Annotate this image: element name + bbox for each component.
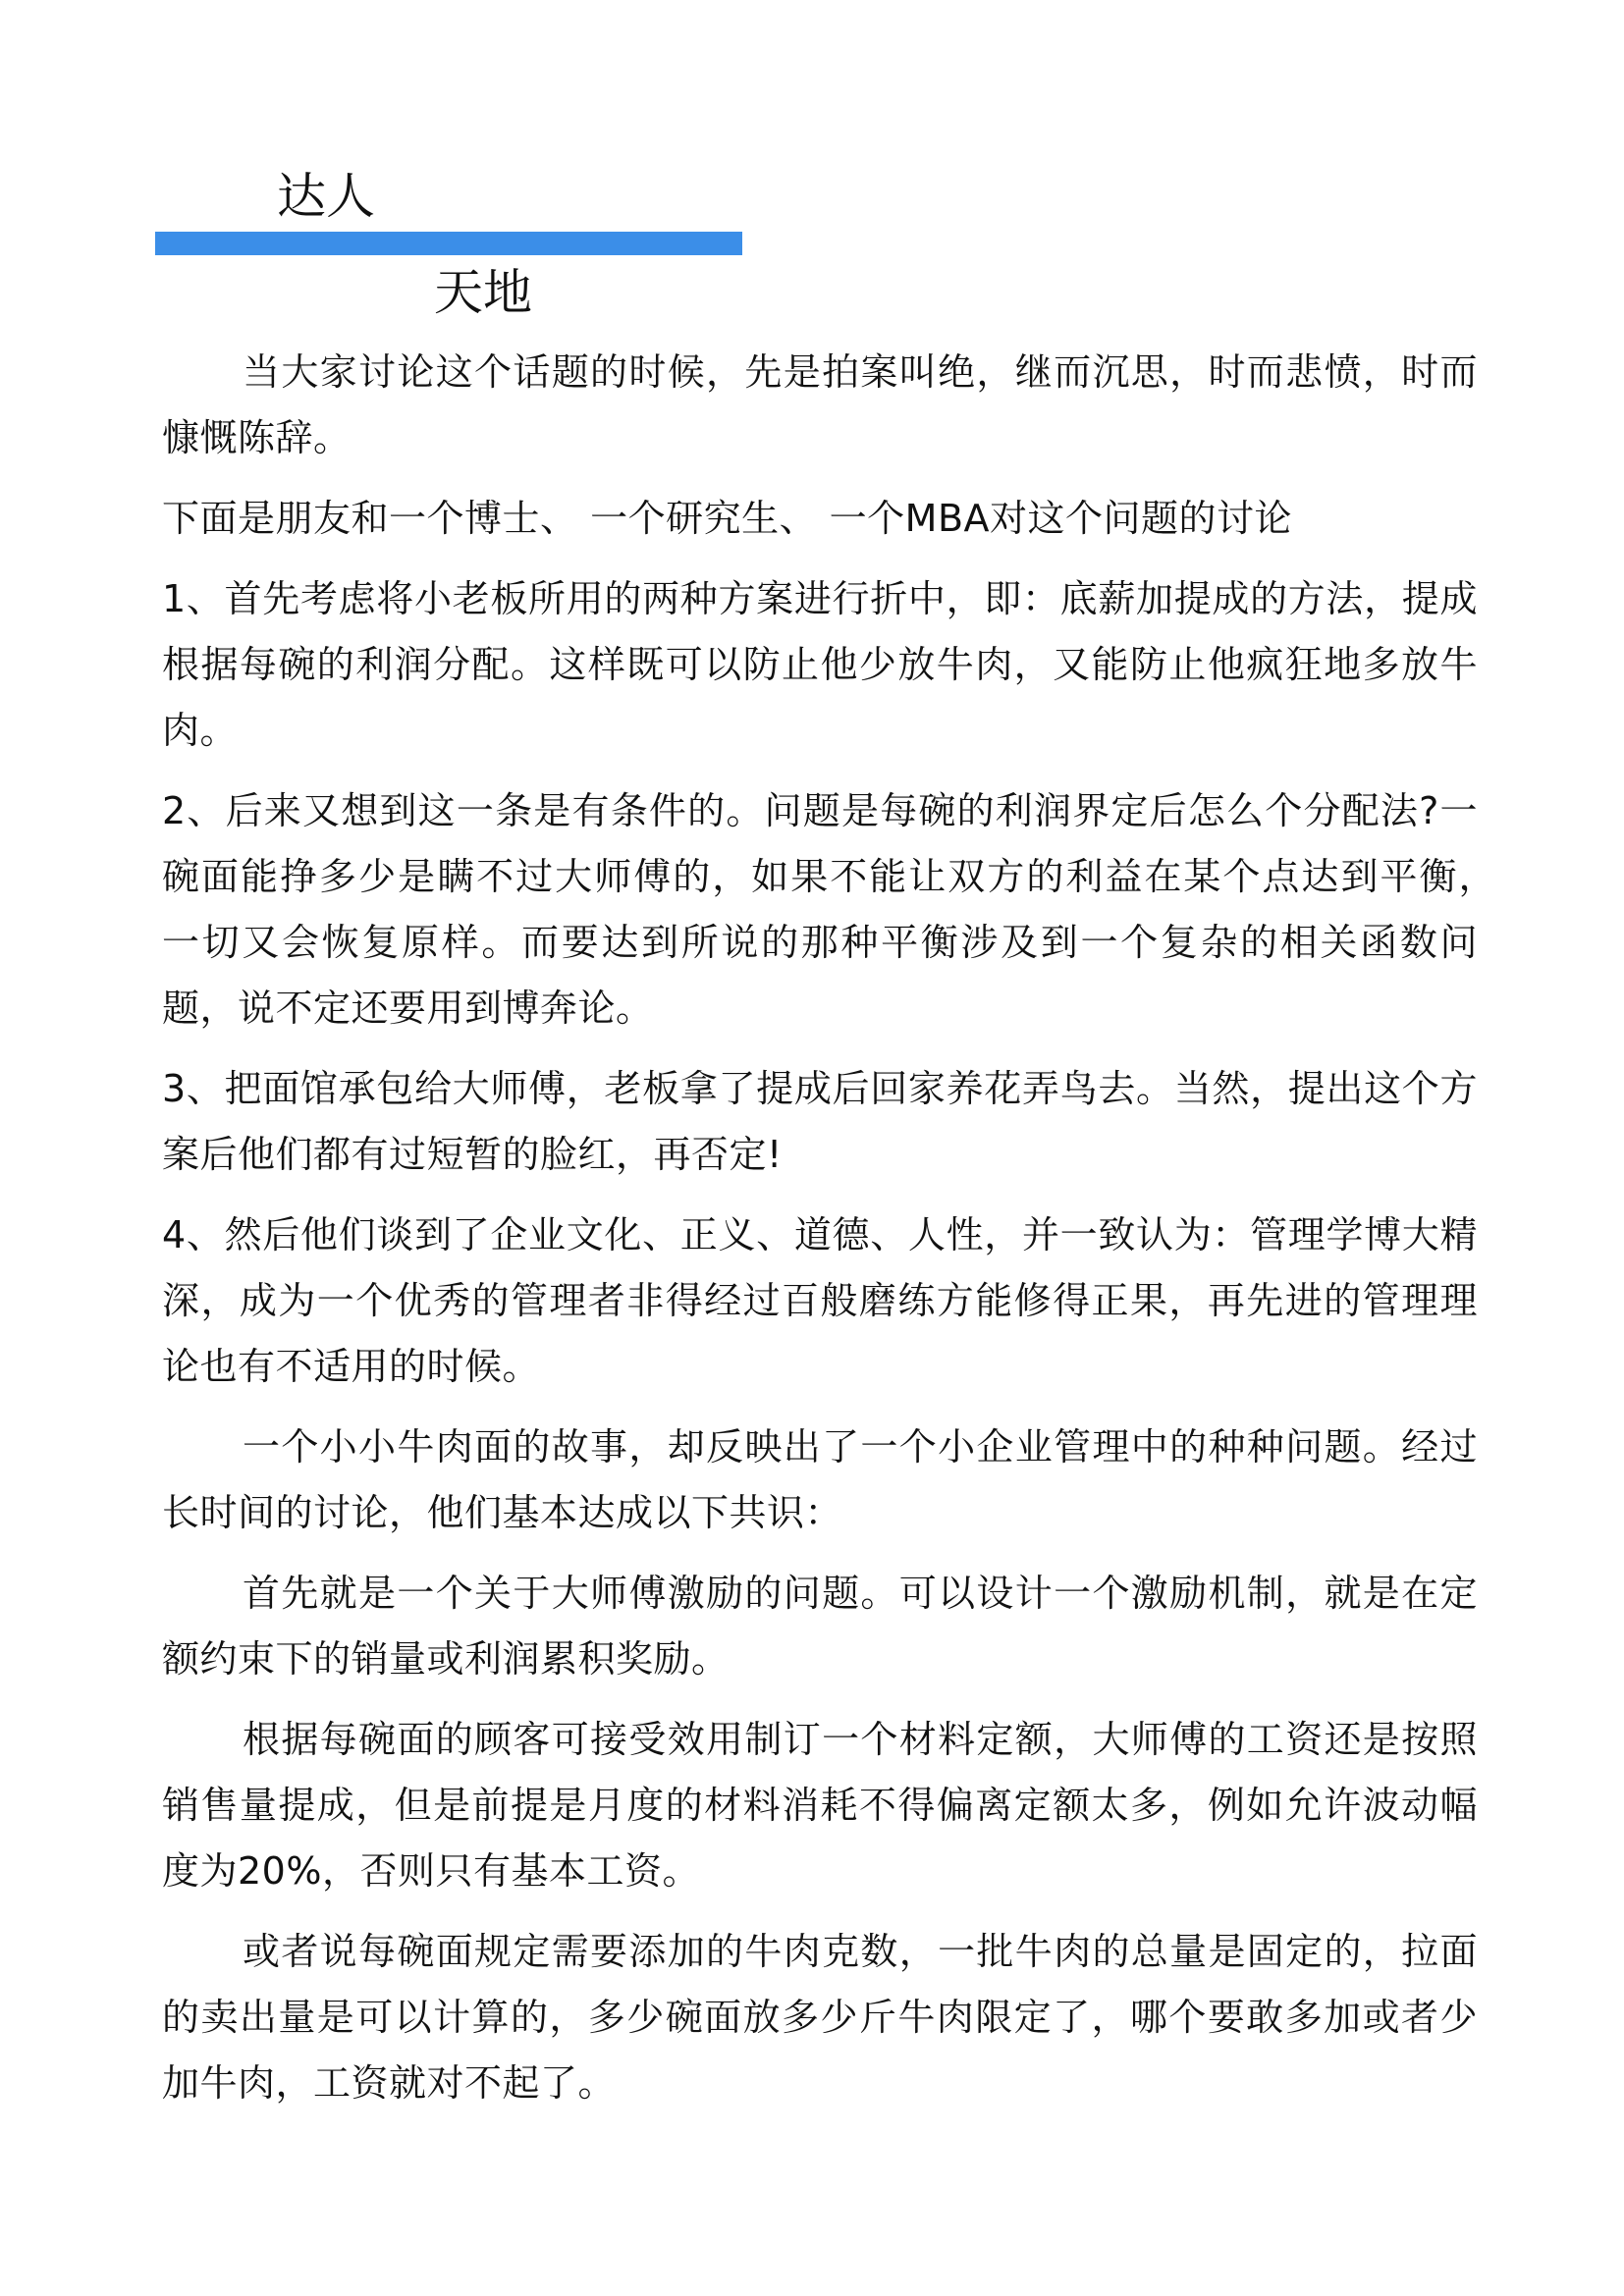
- paragraph-material-quota: 根据每碗面的顾客可接受效用制订一个材料定额，大师傅的工资还是按照销售量提成，但是前提是月度的材料消耗不得偏离定额太多，例如允许波动幅度为20%，否则只有基本工资。: [162, 1718, 1478, 1893]
- document-subtitle: 天地: [434, 264, 532, 321]
- paragraph-incentive: 首先就是一个关于大师傅激励的问题。可以设计一个激励机制，就是在定额约束下的销量或利润累积奖励。: [162, 1572, 1478, 1681]
- paragraph-point-1: 1、首先考虑将小老板所用的两种方案进行折中，即：底薪加提成的方法，提成根据每碗的利润分配。这样既可以防止他少放牛肉，又能防止他疯狂地多放牛肉。: [162, 577, 1478, 752]
- document-body: [162, 340, 1529, 2131]
- paragraph-consensus: 一个小小牛肉面的故事，却反映出了一个小企业管理中的种种问题。经过长时间的讨论，他们基本达成以下共识：: [162, 1425, 1478, 1534]
- paragraph-beef-grams: 或者说每碗面规定需要添加的牛肉克数，一批牛肉的总量是固定的，拉面的卖出量是可以计算的，多少碗面放多少斤牛肉限定了，哪个要敢多加或者少加牛肉，工资就对不起了。: [162, 1930, 1478, 2105]
- paragraph-point-3: 3、把面馆承包给大师傅，老板拿了提成后回家养花弄鸟去。当然，提出这个方案后他们都有过短暂的脸红，再否定!: [162, 1067, 1478, 1176]
- paragraph-discussion-lead: 下面是朋友和一个博士、 一个研究生、 一个MBA对这个问题的讨论: [162, 497, 1293, 540]
- document-title: 达人: [277, 168, 375, 225]
- paragraph-point-2: 2、后来又想到这一条是有条件的。问题是每碗的利润界定后怎么个分配法?一碗面能挣多少是瞒不过大师傅的，如果不能让双方的利益在某个点达到平衡， 一切又会恢复原样。而要达到所说的那种平衡涉及到一个复杂的相关函数问题，说不定还要用到博奔论。: [162, 789, 1529, 1030]
- paragraph-point-4: 4、然后他们谈到了企业文化、正义、道德、人性，并一致认为：管理学博大精深，成为一个优秀的管理者非得经过百般磨练方能修得正果，再先进的管理理论也有不适用的时候。: [162, 1213, 1478, 1388]
- paragraph-intro: 当大家讨论这个话题的时候，先是拍案叫绝，继而沉思，时而悲愤，时而慷慨陈辞。: [162, 350, 1478, 459]
- title-accent-bar: [155, 232, 742, 255]
